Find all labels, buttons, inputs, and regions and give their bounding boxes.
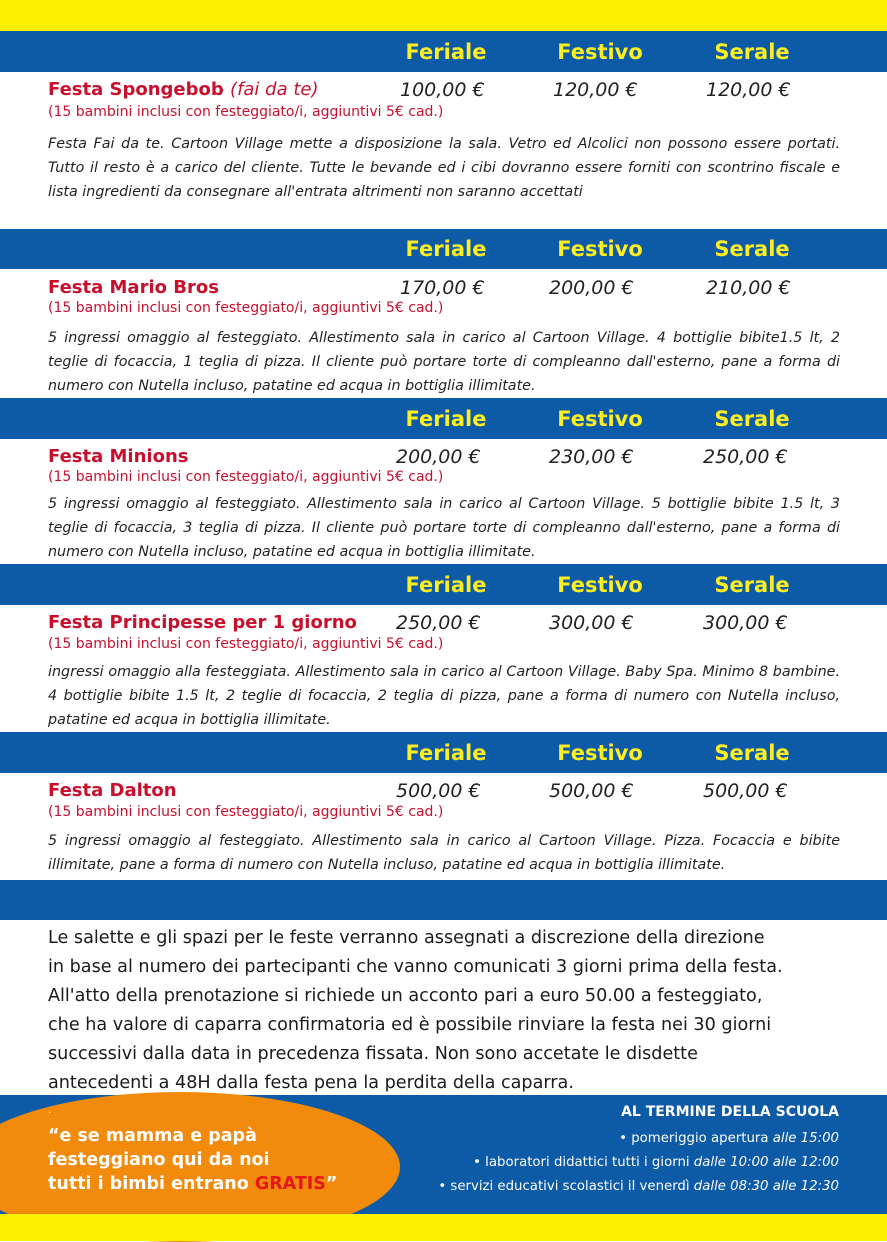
party-description: 5 ingressi omaggio al festeggiato. Allestimento sala in carico al Cartoon Village. Pizza. Focaccia e bibite illimitate, pane a forma di numero con Nutella incluso, patatine ed acqua in bottiglia illimitate. <box>48 833 840 873</box>
price-serale: 250,00 € <box>703 446 788 468</box>
price-feriale: 170,00 € <box>400 277 485 299</box>
header-feriale: Feriale <box>405 573 487 597</box>
header-feriale: Feriale <box>405 407 487 431</box>
party-description: 5 ingressi omaggio al festeggiato. Allestimento sala in carico al Cartoon Village. 4 bottiglie bibite1.5 lt, 2 teglie di focaccia, 1 teglia di pizza. Il cliente può portare torte di compleanno dall'esterno, pane a forma di numero con Nutella incluso, patatine ed acqua in bottiglia illimitate. <box>48 330 840 394</box>
header-serale: Serale <box>714 407 790 431</box>
price-festivo: 300,00 € <box>549 612 634 634</box>
party-name: Festa Minions <box>48 446 189 467</box>
price-serale: 210,00 € <box>706 277 791 299</box>
price-feriale: 100,00 € <box>400 79 485 101</box>
party-note: (15 bambini inclusi con festeggiato/i, aggiuntivi 5€ cad.) <box>48 636 444 652</box>
price-festivo: 230,00 € <box>549 446 634 468</box>
party-note: (15 bambini inclusi con festeggiato/i, aggiuntivi 5€ cad.) <box>48 469 444 485</box>
header-festivo: Festivo <box>557 237 643 261</box>
info-line: All'atto della prenotazione si richiede un acconto pari a euro 50.00 a festeggiato, <box>48 986 763 1006</box>
party-name: Festa Mario Bros <box>48 277 219 298</box>
gratis-highlight: GRATIS <box>254 1174 326 1194</box>
promo-text: “e se mamma e papà festeggiano qui da noi tutti i bimbi entrano GRATIS” <box>48 1126 338 1194</box>
header-serale: Serale <box>714 237 790 261</box>
header-festivo: Festivo <box>557 407 643 431</box>
top-yellow-stripe <box>0 0 887 31</box>
header-feriale: Feriale <box>405 741 487 765</box>
party-description: ingressi omaggio alla festeggiata. Allestimento sala in carico al Cartoon Village. Baby Spa. Minimo 8 bambine. 4 bottiglie bibite 1.5 lt, 2 teglie di focaccia, 2 teglia di pizza, pane a forma di numero con Nutella incluso, patatine ed acqua in bottiglia illimitate. <box>48 664 840 728</box>
price-serale: 500,00 € <box>703 780 788 802</box>
header-serale: Serale <box>714 741 790 765</box>
price-serale: 300,00 € <box>703 612 788 634</box>
info-line: Le salette e gli spazi per le feste verranno assegnati a discrezione della direzione <box>48 928 765 948</box>
promo-dot: . <box>48 1102 52 1116</box>
school-item: • servizi educativi scolastici il venerdì dalle 08:30 alle 12:30 <box>438 1179 839 1194</box>
header-feriale: Feriale <box>405 237 487 261</box>
bottom-yellow-stripe <box>0 1214 887 1241</box>
party-note: (15 bambini inclusi con festeggiato/i, aggiuntivi 5€ cad.) <box>48 300 444 316</box>
info-line: successivi dalla data in precedenza fissata. Non sono accetate le disdette <box>48 1044 698 1064</box>
school-title: AL TERMINE DELLA SCUOLA <box>621 1104 839 1120</box>
price-serale: 120,00 € <box>706 79 791 101</box>
info-line: antecedenti a 48H dalla festa pena la perdita della caparra. <box>48 1073 574 1093</box>
school-item: • pomeriggio apertura alle 15:00 <box>619 1131 839 1146</box>
booking-info <box>48 924 848 1098</box>
header-feriale: Feriale <box>405 40 487 64</box>
info-line: in base al numero dei partecipanti che vanno comunicati 3 giorni prima della festa. <box>48 957 783 977</box>
header-festivo: Festivo <box>557 573 643 597</box>
header-festivo: Festivo <box>557 40 643 64</box>
info-line: che ha valore di caparra confirmatoria ed è possibile rinviare la festa nei 30 giorni <box>48 1015 772 1035</box>
party-name: Festa Principesse per 1 giorno <box>48 612 357 633</box>
price-feriale: 250,00 € <box>396 612 481 634</box>
school-item: • laboratori didattici tutti i giorni dalle 10:00 alle 12:00 <box>473 1155 839 1170</box>
party-description: Festa Fai da te. Cartoon Village mette a disposizione la sala. Vetro ed Alcolici non possono essere portati. Tutto il resto è a carico del cliente. Tutte le bevande ed i cibi dovranno essere forniti con scontrino fiscale e lista ingredienti da consegnare all'entrata altrimenti non saranno accettati <box>48 136 840 200</box>
party-description: 5 ingressi omaggio al festeggiato. Allestimento sala in carico al Cartoon Village. 5 bottiglie bibite 1.5 lt, 3 teglie di focaccia, 3 teglia di pizza. Il cliente può portare torte di compleanno dall'esterno, pane a forma di numero con Nutella incluso, patatine ed acqua in bottiglia illimitate. <box>48 496 840 560</box>
party-name: Festa Dalton <box>48 780 177 801</box>
price-festivo: 500,00 € <box>549 780 634 802</box>
header-serale: Serale <box>714 573 790 597</box>
header-festivo: Festivo <box>557 741 643 765</box>
party-name: Festa Spongebob (fai da te) <box>48 79 319 100</box>
price-festivo: 120,00 € <box>553 79 638 101</box>
price-festivo: 200,00 € <box>549 277 634 299</box>
divider-band <box>0 880 887 920</box>
header-serale: Serale <box>714 40 790 64</box>
price-feriale: 500,00 € <box>396 780 481 802</box>
party-note: (15 bambini inclusi con festeggiato/i, aggiuntivi 5€ cad.) <box>48 104 444 120</box>
party-note: (15 bambini inclusi con festeggiato/i, aggiuntivi 5€ cad.) <box>48 804 444 820</box>
price-feriale: 200,00 € <box>396 446 481 468</box>
